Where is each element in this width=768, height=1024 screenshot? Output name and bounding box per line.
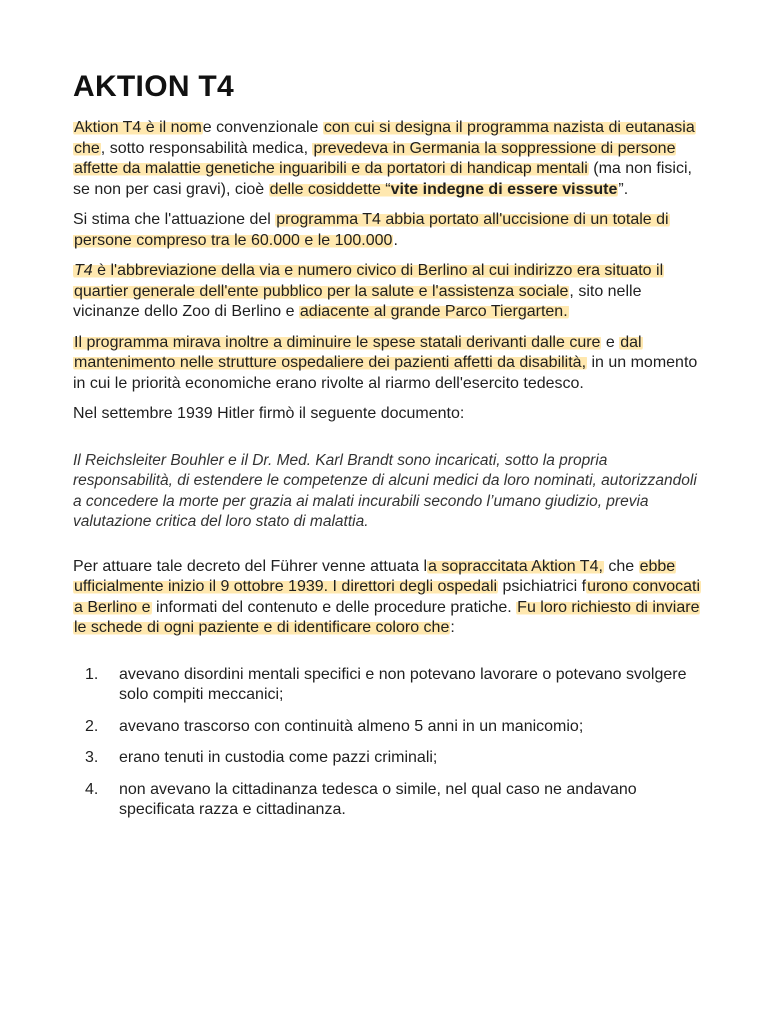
text-run: in un momento in cui le priorità economiche erano rivolte al riarmo dell'esercito tedesco. <box>73 354 698 392</box>
quoted-decree: Il Reichsleiter Bouhler e il Dr. Med. Karl Brandt sono incaricati, sotto la propria responsabilità, di estendere le competenze di alcuni medici da loro nominati, autorizzandoli a concedere la morte per grazia ai malati incurabili secondo l’umano giudizio, previa valutazione critica del loro stato di malattia. <box>73 451 697 530</box>
text-run: . <box>393 231 398 249</box>
criteria-list <box>73 665 701 821</box>
paragraph-estimate <box>73 210 701 251</box>
highlight: a sopraccitata Aktion T4, <box>428 557 603 575</box>
highlight <box>269 181 619 198</box>
highlight: con cui si designa il programma nazista di eutanasia che <box>74 119 695 157</box>
list-item <box>73 780 701 821</box>
text-run: che <box>603 557 639 575</box>
paragraph-t4-address <box>73 261 701 323</box>
list-item <box>73 665 701 706</box>
list-text: avevano trascorso con continuità almeno 5 anni in un manicomio; <box>119 717 584 735</box>
text-run: , sito nelle vicinanze dello Zoo di Berlino e <box>73 282 642 320</box>
highlight: prevedeva in Germania la soppressione di persone affette da malattie genetiche inguaribili e da portatori di handicap mentali <box>74 139 676 177</box>
text-run: e <box>601 333 620 351</box>
text-run: psichiatrici f <box>498 578 587 595</box>
highlight: adiacente al grande Parco Tiergarten. <box>299 303 568 320</box>
highlight: urono convocati a Berlino e <box>74 578 701 616</box>
highlight: Il programma mirava inoltre a diminuire le spese statali derivanti dalle cure <box>74 333 601 351</box>
list-text: non avevano la cittadinanza tedesca o simile, nel qual caso ne andavano specificata razza e cittadinanza. <box>119 780 637 818</box>
italic-term: T4 <box>74 262 93 279</box>
paragraph-document-intro: Nel settembre 1939 Hitler firmò il seguente documento: <box>73 405 465 422</box>
highlight: dal mantenimento nelle strutture ospedaliere dei pazienti affetti da disabilità, <box>74 333 642 371</box>
text-run: e convenzionale <box>202 119 323 136</box>
text-run: ”. <box>618 180 629 198</box>
list-item <box>73 748 701 769</box>
paragraph-program-aim <box>73 333 701 395</box>
list-number: 2. <box>85 717 99 735</box>
text-run: (ma non fisici, se non per casi gravi), cioè <box>73 160 692 198</box>
paragraph-intro <box>73 118 701 200</box>
highlight: programma T4 abbia portato all'uccisione di un totale di persone compreso tra le 60.000 e le 100.000 <box>74 211 669 249</box>
list-number: 3. <box>85 749 99 766</box>
text-run: Si stima che l'attuazione del <box>73 211 276 228</box>
text-run: informati del contenuto e delle procedure pratiche. <box>151 598 517 616</box>
bold-phrase: vite indegne di essere vissute <box>390 180 618 198</box>
text-run: è l'abbreviazione della via e numero civico di Berlino al cui indirizzo era situato il quartier generale dell'ente pubblico per la salute e l'assistenza sociale <box>74 262 664 300</box>
list-number: 1. <box>85 665 99 683</box>
document-title: AKTION T4 <box>73 70 235 103</box>
highlight: Aktion T4 è il nom <box>74 119 202 136</box>
highlight: ebbe ufficialmente inizio il 9 ottobre 1939. I direttori degli ospedali <box>74 557 676 595</box>
list-number: 4. <box>85 780 99 798</box>
highlight: Fu loro richiesto di inviare le schede di ogni paziente e di identificare coloro che <box>74 598 700 636</box>
paragraph-implementation <box>73 557 701 639</box>
text-run: Per attuare tale decreto del Führer venne attuata l <box>73 557 427 575</box>
list-text: avevano disordini mentali specifici e non potevano lavorare o potevano svolgere solo compiti meccanici; <box>119 665 687 703</box>
list-item <box>73 717 701 738</box>
text-run: , sotto responsabilità medica, <box>100 139 313 157</box>
list-text: erano tenuti in custodia come pazzi criminali; <box>119 749 438 766</box>
text-run: : <box>450 619 455 636</box>
document-page <box>73 70 701 832</box>
text-run: delle cosiddette “ <box>269 180 391 198</box>
